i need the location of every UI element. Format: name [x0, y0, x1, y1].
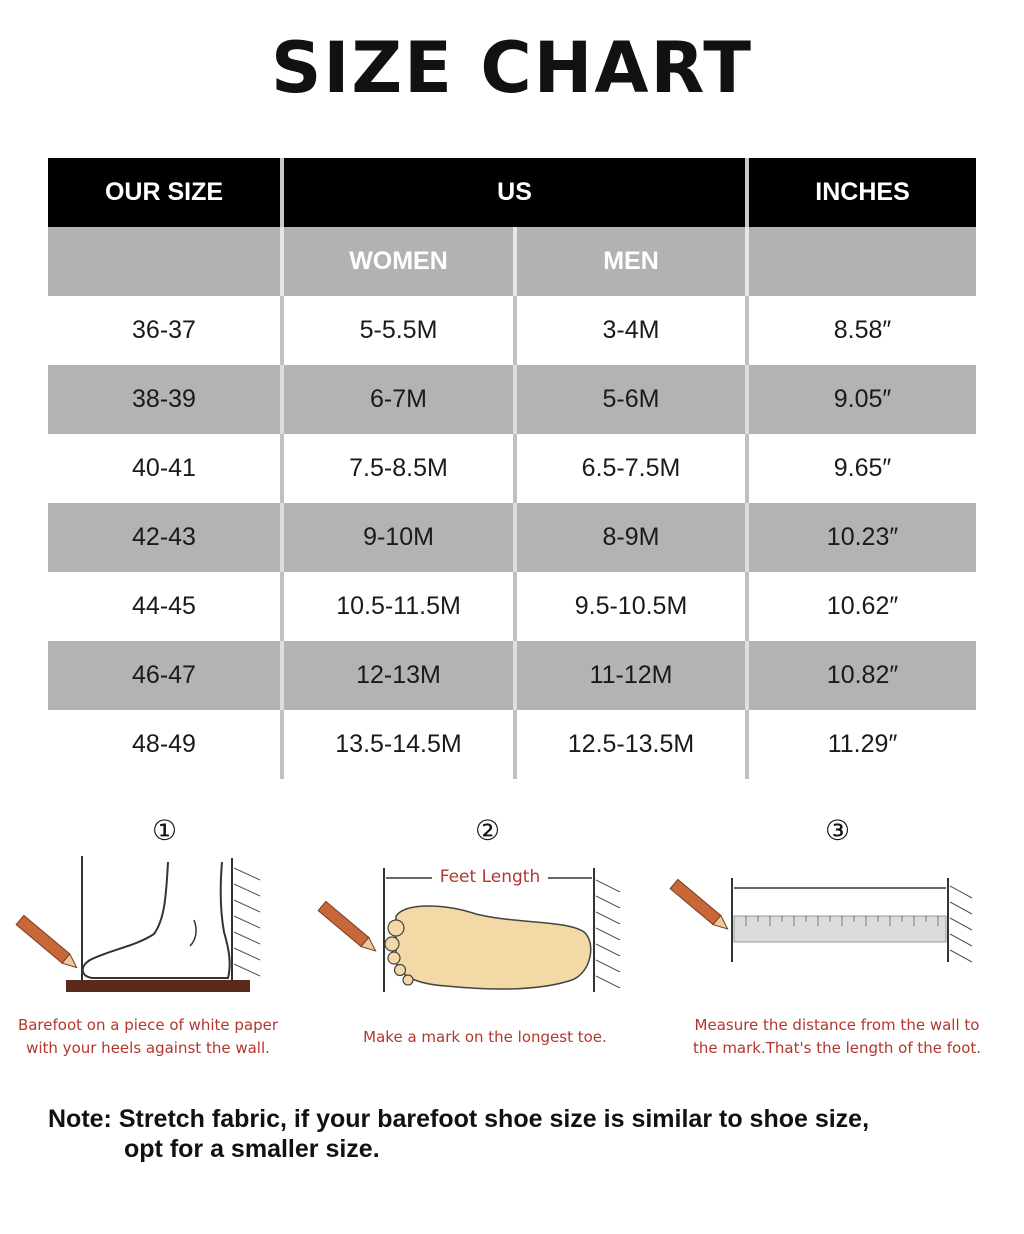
cell-women: 10.5-11.5M: [280, 572, 513, 641]
step-1-caption: [8, 1014, 288, 1060]
step-1-caption-line1: Barefoot on a piece of white paper: [17, 1016, 279, 1034]
foot-side-icon: [83, 862, 230, 978]
step-1-caption-line2: with your heels against the wall.: [26, 1039, 270, 1057]
cell-men: 8-9M: [513, 503, 745, 572]
table-row: [48, 365, 976, 434]
header-our-size: OUR SIZE: [48, 158, 280, 227]
pencil-icon: [670, 879, 731, 933]
size-table: [48, 158, 976, 779]
cell-inches: 10.82″: [745, 641, 976, 710]
cell-men: 11-12M: [513, 641, 745, 710]
cell-our-size: 42-43: [48, 503, 280, 572]
step-2-caption: Make a mark on the longest toe.: [363, 1028, 607, 1046]
table-row: [48, 503, 976, 572]
cell-inches: 9.65″: [745, 434, 976, 503]
cell-women: 12-13M: [280, 641, 513, 710]
note-line-2: opt for a smaller size.: [124, 1135, 380, 1163]
cell-women: 5-5.5M: [280, 296, 513, 365]
step-2-number: ②: [475, 814, 501, 847]
step-1-illustration: [14, 850, 274, 1000]
foot-top-icon: [385, 906, 591, 989]
cell-inches: 10.23″: [745, 503, 976, 572]
cell-women: 6-7M: [280, 365, 513, 434]
wall-hatch-icon: [594, 868, 620, 992]
cell-our-size: 36-37: [48, 296, 280, 365]
step-3-caption-line1: Measure the distance from the wall to: [694, 1016, 980, 1034]
table-row: [48, 296, 976, 365]
cell-our-size: 46-47: [48, 641, 280, 710]
header-inches: INCHES: [745, 158, 976, 227]
subheader-empty-inches: [745, 227, 976, 296]
cell-women: 9-10M: [280, 503, 513, 572]
cell-men: 12.5-13.5M: [513, 710, 745, 779]
step-1-number: ①: [152, 814, 178, 847]
pencil-icon: [16, 915, 80, 972]
cell-men: 6.5-7.5M: [513, 434, 745, 503]
ruler-icon: [734, 916, 946, 942]
cell-our-size: 48-49: [48, 710, 280, 779]
note-line-1: Note: Stretch fabric, if your barefoot shoe size is similar to shoe size,: [48, 1105, 870, 1133]
cell-women: 7.5-8.5M: [280, 434, 513, 503]
cell-inches: 11.29″: [745, 710, 976, 779]
feet-length-label: Feet Length: [439, 867, 541, 887]
step-3-illustration: [666, 872, 976, 972]
cell-our-size: 44-45: [48, 572, 280, 641]
cell-our-size: 40-41: [48, 434, 280, 503]
table-header-row: [48, 158, 976, 227]
subheader-men: MEN: [513, 227, 745, 296]
table-subheader-row: [48, 227, 976, 296]
step-3-caption: [680, 1014, 994, 1060]
cell-inches: 8.58″: [745, 296, 976, 365]
table-row: [48, 641, 976, 710]
table-row: [48, 572, 976, 641]
cell-our-size: 38-39: [48, 365, 280, 434]
cell-men: 3-4M: [513, 296, 745, 365]
pencil-icon: [318, 901, 379, 955]
step-3-caption-line2: the mark.That's the length of the foot.: [692, 1039, 982, 1057]
cell-men: 9.5-10.5M: [513, 572, 745, 641]
step-3-number: ③: [825, 814, 851, 847]
subheader-women: WOMEN: [280, 227, 513, 296]
subheader-empty: [48, 227, 280, 296]
page-title: SIZE CHART: [270, 27, 754, 109]
cell-inches: 10.62″: [745, 572, 976, 641]
wall-hatch-icon: [232, 858, 260, 982]
table-row: [48, 710, 976, 779]
note: [48, 1104, 988, 1164]
cell-women: 13.5-14.5M: [280, 710, 513, 779]
cell-men: 5-6M: [513, 365, 745, 434]
table-row: [48, 434, 976, 503]
header-us: US: [280, 158, 745, 227]
wall-hatch-icon: [948, 878, 972, 962]
cell-inches: 9.05″: [745, 365, 976, 434]
